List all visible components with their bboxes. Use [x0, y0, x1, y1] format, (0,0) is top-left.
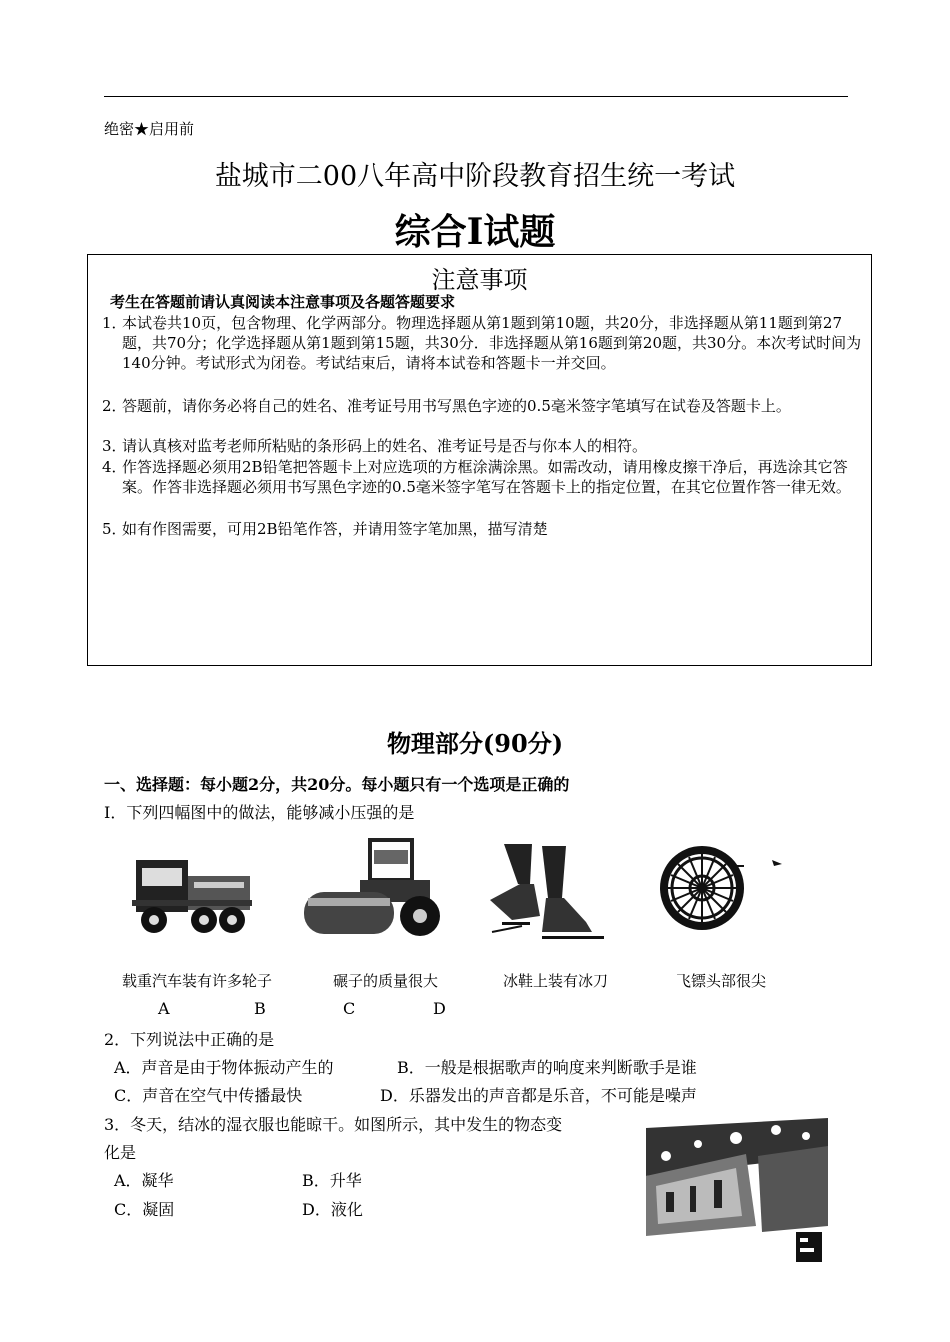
- notice-item-number: 2．: [102, 397, 127, 415]
- figure-caption: 载重汽车装有许多轮子: [122, 972, 273, 990]
- notice-item-number: 4．: [102, 458, 127, 476]
- question-2-option-d: D．乐器发出的声音都是乐音，不可能是噪声: [380, 1086, 697, 1105]
- notice-item: [102, 436, 867, 456]
- option-letter: A: [158, 999, 170, 1018]
- notice-item-text: 如有作图需要，可用2B铅笔作答，并请用签字笔加黑，描写清楚: [122, 520, 548, 538]
- notice-item: [102, 396, 867, 416]
- notice-item-text: 请认真核对监考老师所粘贴的条形码上的姓名、准考证号是否与你本人的相符。: [122, 437, 648, 455]
- notice-item-text: 本试卷共10页，包含物理、化学两部分。物理选择题从第1题到第10题，共20分，非选择题从第11题到第27题，共70分；化学选择题从第1题到第15题，共30分．非选择题从第16题到第20题，共30分。本次考试时间为140分钟。考试形式为闭卷。考试结束后，请将本试卷和答题卡一并交回。: [122, 314, 862, 372]
- question-1-stem: I．下列四幅图中的做法，能够减小压强的是: [104, 803, 415, 822]
- frozen-clothes-image: [646, 1116, 828, 1266]
- question-3-option-d: D．液化: [302, 1200, 363, 1219]
- question-3-stem-continued: 化是: [104, 1143, 137, 1162]
- question-2-option-a: A．声音是由于物体振动产生的: [114, 1058, 334, 1077]
- question-3-stem: 3．冬天，结冰的湿衣服也能晾干。如图所示，其中发生的物态变: [104, 1115, 563, 1134]
- notice-item-number: 5．: [102, 520, 127, 538]
- confidential-mark: 绝密★启用前: [104, 120, 195, 138]
- top-rule: [104, 96, 848, 97]
- truck-image: [128, 842, 258, 942]
- notice-heading: 注意事项: [431, 266, 528, 294]
- exam-title: 盐城市二00八年高中阶段教育招生统一考试: [214, 161, 736, 192]
- ice-skate-image: [482, 840, 612, 950]
- question-2-option-b: B．一般是根据歌声的响度来判断歌手是谁: [397, 1058, 697, 1077]
- question-3-option-b: B．升华: [302, 1171, 362, 1190]
- notice-item-text: 作答选择题必须用2B铅笔把答题卡上对应选项的方框涂满涂黑。如需改动，请用橡皮擦干净后，再选涂其它答案。作答非选择题必须用书写黑色字迹的0.5毫米签字笔写在答题卡上的指定位置，在其它位置作答一律无效。: [122, 458, 851, 496]
- notice-item: [102, 519, 867, 539]
- question-3-option-a: A．凝华: [114, 1171, 174, 1190]
- dartboard-image: [660, 838, 800, 938]
- section-title: 物理部分(90分): [386, 729, 564, 758]
- notice-item-number: 3．: [102, 437, 127, 455]
- option-letter: C: [343, 999, 356, 1018]
- notice-item-text: 答题前，请你务必将自己的姓名、准考证号用书写黑色字迹的0.5毫米签字笔填写在试卷及答题卡上。: [122, 397, 791, 415]
- notice-item: [102, 313, 867, 373]
- figure-caption: 碾子的质量很大: [333, 972, 439, 990]
- paper-title: 综合I试题: [394, 211, 556, 253]
- notice-item-number: 1．: [102, 314, 127, 332]
- question-2-stem: 2．下列说法中正确的是: [104, 1030, 275, 1049]
- road-roller-image: [298, 836, 448, 946]
- question-2-option-c: C．声音在空气中传播最快: [114, 1086, 303, 1105]
- figure-caption: 飞镖头部很尖: [676, 972, 767, 990]
- question-3-option-c: C．凝固: [114, 1200, 175, 1219]
- option-letter: D: [433, 999, 446, 1018]
- figure-caption: 冰鞋上装有冰刀: [503, 972, 609, 990]
- option-letter: B: [254, 999, 266, 1018]
- notice-subheading: 考生在答题前请认真阅读本注意事项及各题答题要求: [110, 293, 456, 311]
- part-heading: 一、选择题：每小题2分，共20分。每小题只有一个选项是正确的: [104, 775, 570, 794]
- notice-item: [102, 457, 867, 497]
